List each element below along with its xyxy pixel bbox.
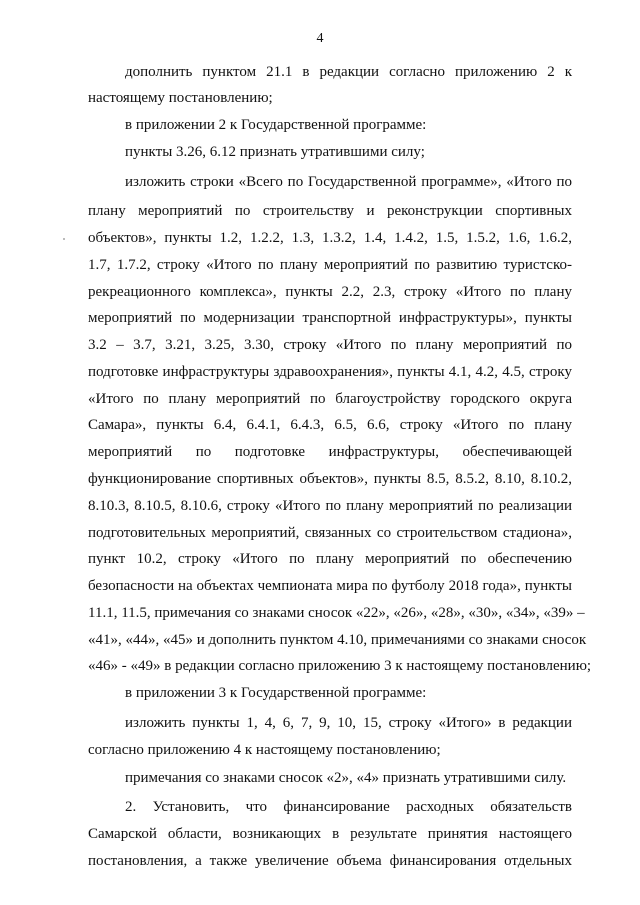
text-line: мероприятий по подготовке инфраструктуры, обеспечивающей [88, 444, 572, 460]
text-line: примечания со знаками сносок «2», «4» признать утратившими силу. [125, 770, 567, 786]
text-line: объектов», пункты 1.2, 1.2.2, 1.3, 1.3.2, 1.4, 1.4.2, 1.5, 1.5.2, 1.6, 1.6.2, [88, 230, 572, 246]
text-line: 1.7, 1.7.2, строку «Итого по плану мероприятий по развитию туристско- [88, 257, 572, 273]
text-line: 2. Установить, что финансирование расходных обязательств [125, 799, 572, 815]
text-line: «41», «44», «45» и дополнить пунктом 4.10, примечаниями со знаками сносок [88, 632, 587, 648]
text-line: «46» - «49» в редакции согласно приложению 3 к настоящему постановлению; [88, 658, 592, 674]
text-line: постановления, а также увеличение объема финансирования отдельных [88, 853, 572, 869]
text-line: Самарской области, возникающих в результате принятия настоящего [88, 826, 572, 842]
text-line: безопасности на объектах чемпионата мира по футболу 2018 года», пункты [88, 578, 572, 594]
scan-speck [63, 238, 65, 240]
text-line: изложить строки «Всего по Государственной программе», «Итого по [125, 174, 572, 190]
text-line: плану мероприятий по строительству и реконструкции спортивных [88, 203, 572, 219]
text-line: изложить пункты 1, 4, 6, 7, 9, 10, 15, строку «Итого» в редакции [125, 715, 572, 731]
text-line: согласно приложению 4 к настоящему постановлению; [88, 742, 441, 758]
text-line: 3.2 – 3.7, 3.21, 3.25, 3.30, строку «Итого по плану мероприятий по [88, 337, 572, 353]
text-line: Самара», пункты 6.4, 6.4.1, 6.4.3, 6.5, 6.6, строку «Итого по плану [88, 417, 572, 433]
text-line: подготовительных мероприятий, связанных со строительством стадиона», [88, 525, 572, 541]
text-line: дополнить пунктом 21.1 в редакции согласно приложению 2 к [125, 64, 572, 80]
text-line: рекреационного комплекса», пункты 2.2, 2.3, строку «Итого по плану [88, 284, 572, 300]
text-line: 8.10.3, 8.10.5, 8.10.6, строку «Итого по плану мероприятий по реализации [88, 498, 572, 514]
text-line: 11.1, 11.5, примечания со знаками сносок «22», «26», «28», «30», «34», «39» – [88, 605, 585, 621]
text-line: в приложении 3 к Государственной программе: [125, 685, 427, 701]
page-number: 4 [316, 31, 324, 46]
text-line: подготовке инфраструктуры здравоохранения», пункты 4.1, 4.2, 4.5, строку [88, 364, 572, 380]
text-line: настоящему постановлению; [88, 90, 273, 106]
text-line: в приложении 2 к Государственной программе: [125, 117, 427, 133]
text-line: функционирование спортивных объектов», пункты 8.5, 8.5.2, 8.10, 8.10.2, [88, 471, 572, 487]
text-line: пункты 3.26, 6.12 признать утратившими силу; [125, 144, 425, 160]
text-line: пункт 10.2, строку «Итого по плану мероприятий по обеспечению [88, 551, 572, 567]
text-line: «Итого по плану мероприятий по благоустройству городского округа [88, 391, 572, 407]
text-line: мероприятий по модернизации транспортной инфраструктуры», пункты [88, 310, 572, 326]
